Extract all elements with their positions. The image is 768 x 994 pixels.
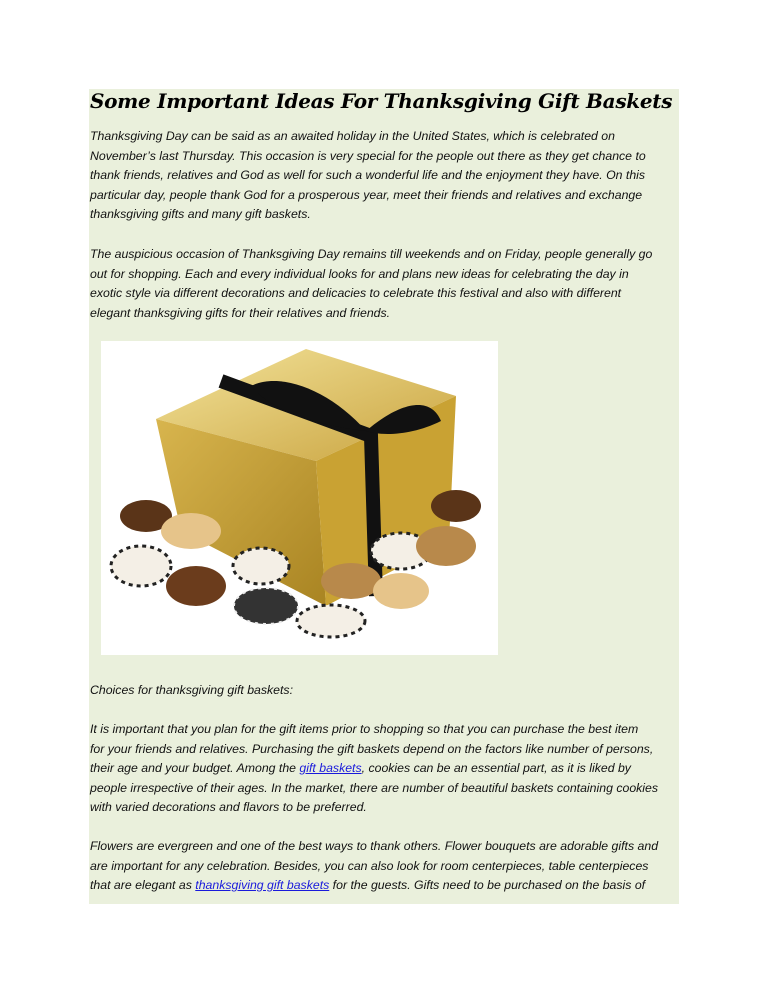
text-segment: their age and your budget. Among the <box>90 761 300 775</box>
text-line: thanksgiving gifts and many gift baskets. <box>90 207 311 221</box>
text-line: elegant thanksgiving gifts for their relatives and friends. <box>90 305 391 320</box>
paragraph-shopping <box>90 245 652 323</box>
text-line: The auspicious occasion of Thanksgiving Day remains till weekends and on Friday, people generally go <box>90 247 653 261</box>
subheading-text: Choices for thanksgiving gift baskets: <box>90 683 294 697</box>
gift-baskets-link[interactable]: gift baskets <box>299 761 362 775</box>
text-line: thank friends, relatives and God as well for such a wonderful life and the enjoyment they have. On this <box>90 168 646 182</box>
paragraph-flowers <box>90 837 658 896</box>
text-segment: for the guests. Gifts need to be purchased on the basis of <box>329 878 646 892</box>
text-line <box>90 759 658 779</box>
text-line: for your friends and relatives. Purchasing the gift baskets depend on the factors like number of persons, <box>90 741 654 756</box>
text-line: exotic style via different decorations and delicacies to celebrate this festival and also with different <box>90 286 622 300</box>
thanksgiving-gift-baskets-link[interactable]: thanksgiving gift baskets <box>195 878 330 892</box>
text-segment: , cookies can be an essential part, as it is liked by <box>361 761 631 775</box>
text-line: Thanksgiving Day can be said as an awaited holiday in the United States, which is celebrated on <box>90 129 615 143</box>
text-line: are important for any celebration. Besides, you can also look for room centerpieces, table centerpieces <box>90 858 649 873</box>
gift-box-image <box>101 341 498 655</box>
text-line: November’s last Thursday. This occasion is very special for the people out there as they get chance to <box>90 148 646 163</box>
page-title: Some Important Ideas For Thanksgiving Gift Baskets <box>90 89 673 113</box>
paragraph-cookies <box>90 720 658 818</box>
text-line <box>90 876 658 896</box>
text-line: particular day, people thank God for a prosperous year, meet their friends and relatives and exchange <box>90 187 643 202</box>
text-line: out for shopping. Each and every individual looks for and plans new ideas for celebrating the day in <box>90 266 629 281</box>
text-segment: that are elegant as <box>90 878 196 892</box>
text-line: It is important that you plan for the gift items prior to shopping so that you can purchase the best item <box>90 722 639 736</box>
paragraph-intro <box>90 127 646 225</box>
text-line: people irrespective of their ages. In the market, there are number of beautiful baskets containing cookies <box>90 780 659 795</box>
subheading-choices <box>90 681 293 701</box>
text-line: Flowers are evergreen and one of the best ways to thank others. Flower bouquets are adorable gifts and <box>90 839 659 853</box>
text-line: with varied decorations and flavors to be preferred. <box>90 800 367 814</box>
